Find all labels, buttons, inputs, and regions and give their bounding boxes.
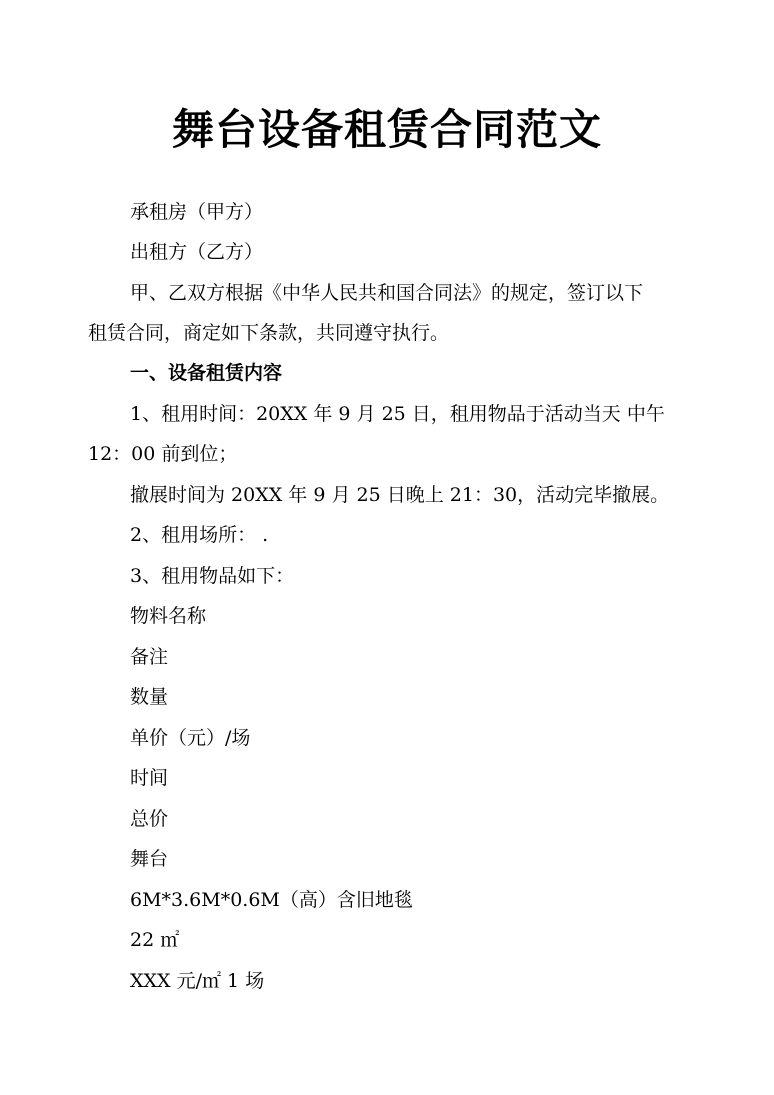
unit-price-header: 单价（元）/场 [130,727,251,749]
document-title: 舞台设备租赁合同范文 [171,105,602,154]
teardown-time-line: 撤展时间为 20XX 年 9 月 25 日晚上 21：30，活动完毕撤展。 [130,484,670,506]
item-name-header: 物料名称 [130,605,207,627]
party-b-line: 出租方（乙方） [130,241,264,263]
item-stage-remarks: 6M*3.6M*0.6M（高）含旧地毯 [130,889,413,911]
item-stage-quantity: 22 ㎡ [130,929,180,951]
intro-paragraph-line-1: 甲、乙双方根据《中华人民共和国合同法》的规定，签订以下 [130,282,644,304]
rental-items-line: 3、租用物品如下： [130,565,295,587]
item-stage: 舞台 [130,848,169,870]
rental-venue-line: 2、租用场所： . [130,524,269,546]
party-a-line: 承租房（甲方） [130,201,264,223]
rental-time-line-1: 1、租用时间：20XX 年 9 月 25 日，租用物品于活动当天 中午 [130,403,665,425]
remarks-header: 备注 [130,646,169,668]
time-header: 时间 [130,767,169,789]
intro-paragraph-line-2: 租赁合同，商定如下条款，共同遵守执行。 [88,322,450,344]
quantity-header: 数量 [130,686,169,708]
section-heading: 一、设备租赁内容 [130,362,283,384]
total-price-header: 总价 [130,808,169,830]
rental-time-line-2: 12：00 前到位； [88,443,238,465]
item-stage-unit-price: XXX 元/㎡ 1 场 [130,970,265,992]
